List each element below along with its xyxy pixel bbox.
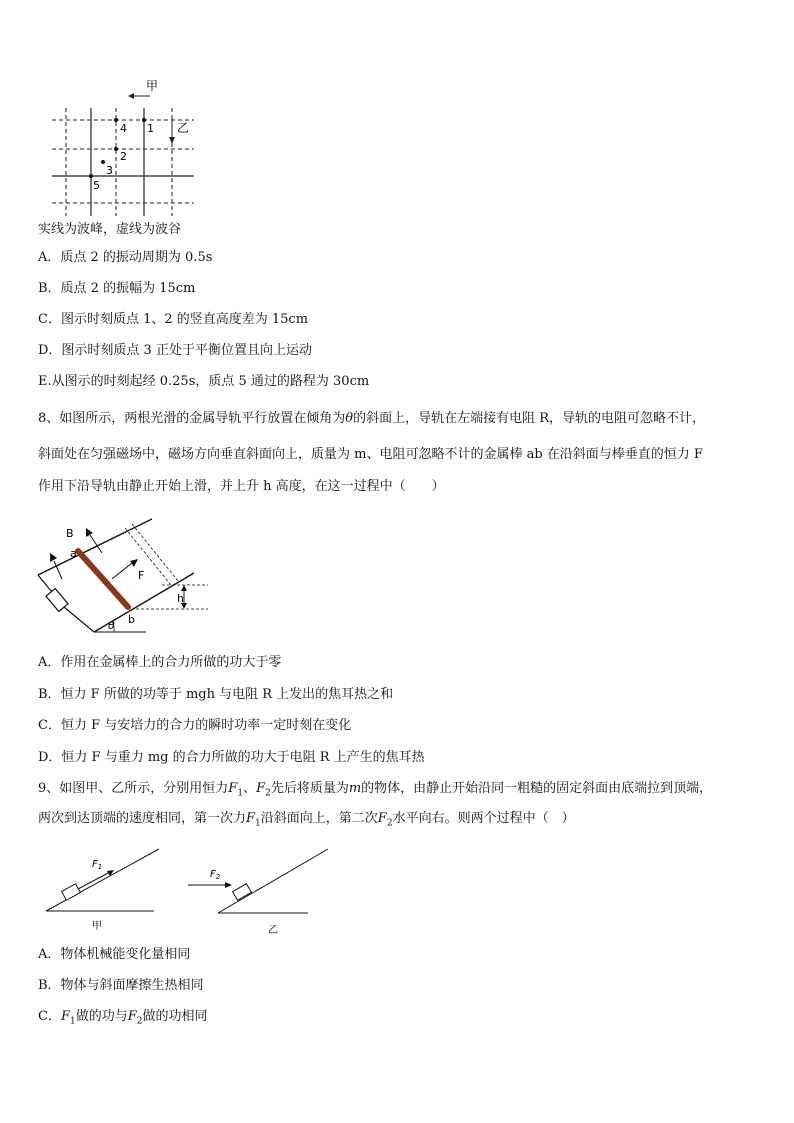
fig-jia-label: 甲 <box>92 921 102 932</box>
q7-option-d: D．图示时刻质点 3 正处于平衡位置且向上运动 <box>38 343 312 358</box>
q8-option-d: D．恒力 F 与重力 mg 的合力所做的功大于电阻 R 上产生的焦耳热 <box>38 750 425 765</box>
point-3-label: 3 <box>106 164 113 177</box>
point-5-label: 5 <box>93 179 100 192</box>
label-b: b <box>128 613 135 626</box>
q9-option-c: C．$F_1$做的功与$F_2$做的功相同 <box>38 1009 208 1027</box>
label-jia: 甲 <box>146 79 159 93</box>
q8-option-b: B．恒力 F 所做的功等于 mgh 与电阻 R 上发出的焦耳热之和 <box>38 687 394 702</box>
incline-yi-figure <box>188 845 330 937</box>
q7-option-a: A．质点 2 的振动周期为 0.5s <box>38 250 213 265</box>
q9-option-a: A．物体机械能变化量相同 <box>38 947 191 962</box>
point-2-label: 2 <box>120 150 127 163</box>
q7-option-c: C．图示时刻质点 1、2 的竖直高度差为 15cm <box>38 312 309 327</box>
label-a: a <box>70 547 77 560</box>
incline-rail-figure <box>36 515 216 637</box>
q8-stem-line3: 作用下沿导轨由静止开始上滑，并上升 h 高度，在这一过程中（ ） <box>38 479 445 494</box>
q8-stem-line2: 斜面处在匀强磁场中，磁场方向垂直斜面向上，质量为 m、电阻可忽略不计的金属棒 ab 在沿斜面与棒垂直的恒力 F <box>38 447 703 462</box>
q8-option-a: A．作用在金属棒上的合力所做的功大于零 <box>38 655 282 670</box>
wave-caption: 实线为波峰，虚线为波谷 <box>38 222 182 237</box>
fig-F1-label: $F_1$ <box>92 859 103 871</box>
q8-option-c: C．恒力 F 与安培力的合力的瞬时功率一定时刻在变化 <box>38 718 352 733</box>
label-yi: 乙 <box>177 121 190 135</box>
point-1-label: 1 <box>147 122 154 135</box>
label-B: B <box>66 527 74 540</box>
q7-option-b: B．质点 2 的振幅为 15cm <box>38 281 196 296</box>
q8-stem-line1: 8、如图所示，两根光滑的金属导轨平行放置在倾角为θ的斜面上，导轨在左端接有电阻 R，导轨的电阻可忽略不计， <box>38 411 706 426</box>
q9-stem-line1: 9、如图甲、乙所示，分别用恒力$F_1$、$F_2$先后将质量为m的物体，由静止开始沿同一粗糙的固定斜面由底端拉到顶端， <box>38 781 713 799</box>
fig-yi-label: 乙 <box>268 925 278 936</box>
wave-grid-figure <box>48 78 198 218</box>
fig-F2-label: $F_2$ <box>210 869 221 881</box>
incline-jia-figure <box>44 845 162 935</box>
label-theta: θ <box>108 619 115 632</box>
label-h: h <box>177 592 184 605</box>
q9-stem-line2: 两次到达顶端的速度相同，第一次力$F_1$沿斜面向上，第二次$F_2$水平向右。则两个过程中（ ） <box>38 811 575 829</box>
q7-option-e: E.从图示的时刻起经 0.25s，质点 5 通过的路程为 30cm <box>38 374 370 389</box>
point-4-label: 4 <box>120 122 127 135</box>
label-F: F <box>138 569 145 582</box>
q9-option-b: B．物体与斜面摩擦生热相同 <box>38 978 204 993</box>
